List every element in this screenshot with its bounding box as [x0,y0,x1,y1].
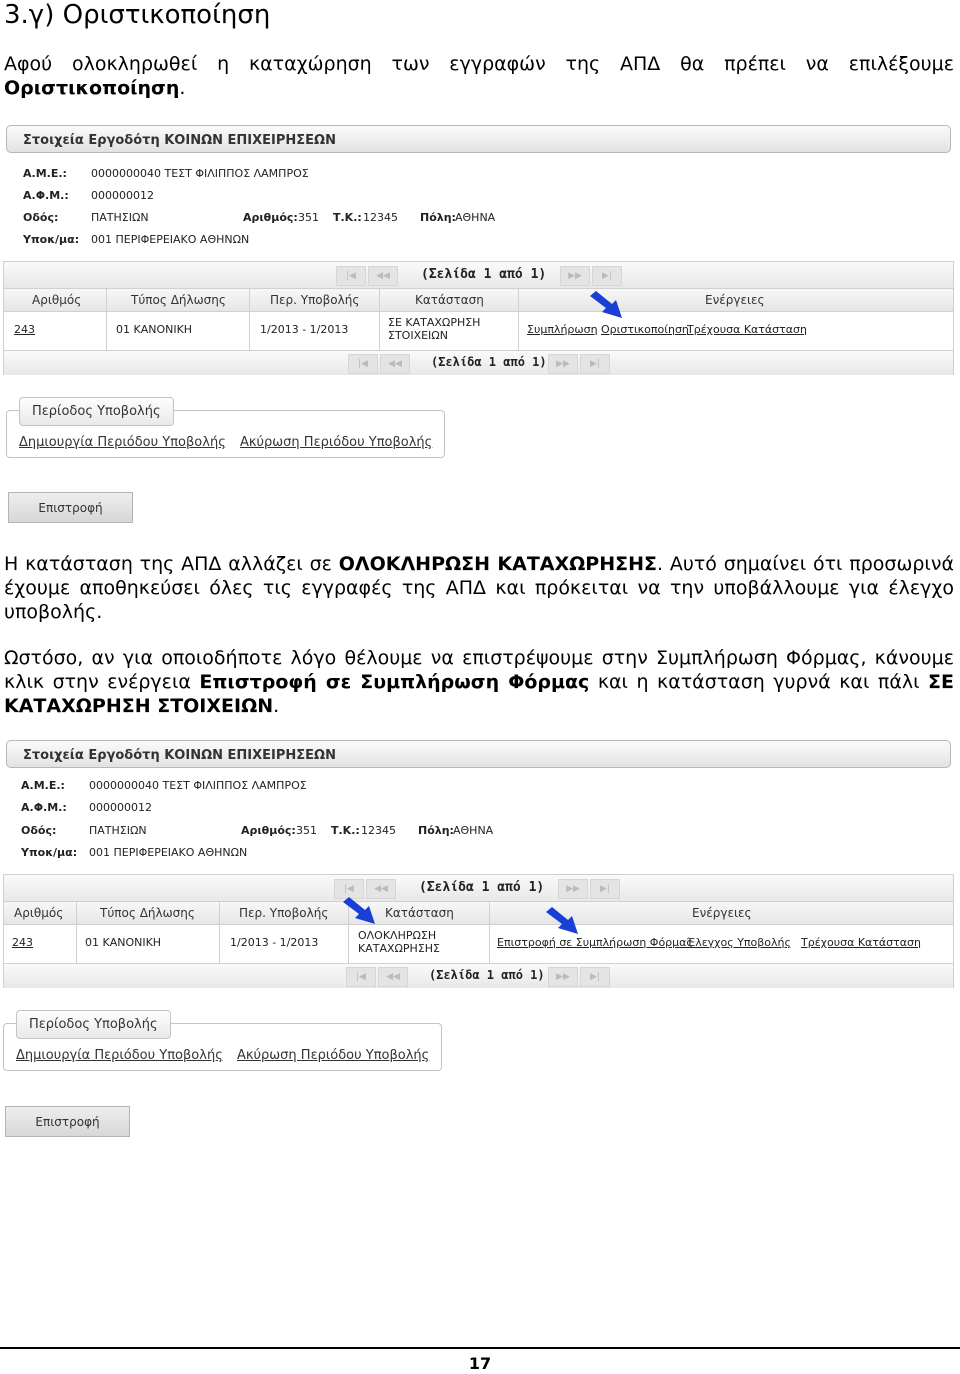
pager-top [4,262,953,289]
submission-check-link[interactable]: Έλεγχος Υποβολής [687,936,791,949]
arithmos-label: Αριθμός: [243,211,298,224]
create-period-link[interactable]: Δημιουργία Περιόδου Υποβολής [19,435,226,450]
status-bold: ΟΛΟΚΛΗΡΩΣΗ ΚΑΤΑΧΩΡΗΣΗΣ [338,553,657,575]
row-period: 1/2013 - 1/2013 [230,936,319,949]
status-text-2: . Αυτό σημαίνει ότι προσωρινά έχουμε αποθηκεύσει όλες τις εγγραφές της ΑΠΔ και πρόκειται να την υποβάλλουμε για έλεγχο υποβολής. [4,553,954,623]
back-button[interactable]: Επιστροφή [5,1106,130,1137]
declarations-grid [3,261,954,375]
tk-label: Τ.Κ.: [331,824,360,837]
intro-paragraph [4,52,954,100]
odos-value: ΠΑΤΗΣΙΩΝ [89,824,147,837]
afm-value: 000000012 [91,189,154,202]
poli-value: ΑΘΗΝΑ [453,824,494,837]
finalize-link[interactable]: Οριστικοποίηση [601,323,689,336]
ame-label: Α.Μ.Ε.: [21,779,65,792]
declarations-grid [3,874,954,988]
period-tab[interactable]: Περίοδος Υποβολής [16,1010,171,1039]
first-page-icon[interactable]: |◀ [346,967,376,987]
period-links [19,435,442,450]
afm-label: Α.Φ.Μ.: [21,801,67,814]
first-page-icon[interactable]: |◀ [336,266,366,286]
prev-page-icon[interactable]: ◀◀ [366,879,396,899]
intro-bold: Οριστικοποίηση [4,77,180,99]
ypok-value: 001 ΠΕΡΙΦΕΡΕΙΑΚΟ ΑΘΗΝΩΝ [89,846,248,859]
employer-title-text: Στοιχεία Εργοδότη ΚΟΙΝΩΝ ΕΠΙΧΕΙΡΗΣΕΩΝ [23,748,336,763]
prev-page-icon[interactable]: ◀◀ [378,967,408,987]
poli-label: Πόλη: [420,211,456,224]
arrow-icon [341,896,381,926]
table-row [4,312,953,351]
return-text-3: . [273,695,280,717]
return-paragraph [4,646,954,718]
odos-label: Οδός: [23,211,59,224]
period-panel [6,404,445,458]
employer-panel-title [6,125,951,153]
next-page-icon[interactable]: ▶▶ [548,967,578,987]
table-row [4,925,953,964]
afm-label: Α.Φ.Μ.: [23,189,69,202]
ypok-label: Υποκ/μα: [21,846,78,859]
col-period: Περ. Υποβολής [239,906,329,920]
pager-top [4,875,953,902]
period-tab[interactable]: Περίοδος Υποβολής [19,397,174,426]
tk-value: 12345 [363,211,398,224]
return-bold-2: ΣΕ ΚΑΤΑΧΩΡΗΣΗ ΣΤΟΙΧΕΙΩΝ [4,671,954,717]
tk-label: Τ.Κ.: [333,211,362,224]
odos-value: ΠΑΤΗΣΙΩΝ [91,211,149,224]
prev-page-icon[interactable]: ◀◀ [380,354,410,374]
poli-value: ΑΘΗΝΑ [455,211,496,224]
first-page-icon[interactable]: |◀ [348,354,378,374]
section-heading: 3.γ) Οριστικοποίηση [4,0,271,30]
ame-value: 0000000040 ΤΕΣΤ ΦΙΛΙΠΠΟΣ ΛΑΜΠΡΟΣ [91,167,309,180]
page-indicator: (Σελίδα 1 από 1) [419,880,545,895]
arrow-icon [588,290,628,320]
employer-title-text: Στοιχεία Εργοδότη ΚΟΙΝΩΝ ΕΠΙΧΕΙΡΗΣΕΩΝ [23,133,336,148]
prev-page-icon[interactable]: ◀◀ [368,266,398,286]
cancel-period-link[interactable]: Ακύρωση Περιόδου Υποβολής [239,435,433,450]
pager-bottom [4,964,953,988]
next-page-icon[interactable]: ▶▶ [560,266,590,286]
last-page-icon[interactable]: ▶| [580,354,610,374]
footer-divider [0,1347,960,1349]
create-period-link[interactable]: Δημιουργία Περιόδου Υποβολής [16,1048,223,1063]
return-text-1: Ωστόσο, αν για οποιοδήποτε λόγο θέλουμε να επιστρέψουμε στην Συμπλήρωση Φόρμας, κάνουμε κλικ στην ενέργεια [4,647,954,693]
col-period: Περ. Υποβολής [270,293,360,307]
arithmos-value: 351 [298,211,319,224]
page-number: 17 [468,1354,492,1373]
status-text-1: Η κατάσταση της ΑΠΔ αλλάζει σε [4,553,339,575]
last-page-icon[interactable]: ▶| [592,266,622,286]
odos-label: Οδός: [21,824,57,837]
ypok-label: Υποκ/μα: [23,233,80,246]
col-number: Αριθμός [32,293,82,307]
arrow-icon [544,906,584,936]
return-bold-1: Επιστροφή σε Συμπλήρωση Φόρμας [199,671,590,693]
next-page-icon[interactable]: ▶▶ [558,879,588,899]
col-actions: Ενέργειες [692,906,752,920]
last-page-icon[interactable]: ▶| [580,967,610,987]
arithmos-label: Αριθμός: [241,824,296,837]
intro-text: Αφού ολοκληρωθεί η καταχώρηση των εγγραφών της ΑΠΔ θα πρέπει να επιλέξουμε [4,53,954,75]
grid-header [4,289,953,312]
col-type: Τύπος Δήλωσης [131,293,226,307]
col-status: Κατάσταση [385,906,454,920]
grid-header [4,902,953,925]
intro-end: . [179,77,186,99]
employer-panel-title [6,740,951,768]
screenshot-2 [3,740,954,1080]
cancel-period-link[interactable]: Ακύρωση Περιόδου Υποβολής [236,1048,430,1063]
page-indicator: (Σελίδα 1 από 1) [431,355,547,369]
current-status-link[interactable]: Τρέχουσα Κατάσταση [687,323,807,336]
tk-value: 12345 [361,824,396,837]
pager-bottom [4,351,953,375]
row-status: ΣΕ ΚΑΤΑΧΩΡΗΣΗ ΣΤΟΙΧΕΙΩΝ [388,316,481,342]
col-actions: Ενέργειες [705,293,765,307]
current-status-link[interactable]: Τρέχουσα Κατάσταση [801,936,921,949]
poli-label: Πόλη: [418,824,454,837]
row-type: 01 ΚΑΝΟΝΙΚΗ [116,323,193,336]
page-indicator: (Σελίδα 1 από 1) [421,267,547,282]
row-status: ΟΛΟΚΛΗΡΩΣΗ ΚΑΤΑΧΩΡΗΣΗΣ [358,929,441,955]
col-status: Κατάσταση [415,293,484,307]
last-page-icon[interactable]: ▶| [590,879,620,899]
col-number: Αριθμός [14,906,64,920]
page-indicator: (Σελίδα 1 από 1) [429,968,545,982]
arithmos-value: 351 [296,824,317,837]
col-type: Τύπος Δήλωσης [100,906,195,920]
ame-value: 0000000040 ΤΕΣΤ ΦΙΛΙΠΠΟΣ ΛΑΜΠΡΟΣ [89,779,307,792]
ypok-value: 001 ΠΕΡΙΦΕΡΕΙΑΚΟ ΑΘΗΝΩΝ [91,233,250,246]
period-panel [3,1017,442,1071]
row-number-link[interactable]: 243 [12,936,33,949]
afm-value: 000000012 [89,801,152,814]
return-text-2: και η κατάσταση γυρνά και πάλι [589,671,929,693]
screenshot-1 [3,125,954,465]
row-type: 01 ΚΑΝΟΝΙΚΗ [85,936,162,949]
fill-form-link[interactable]: Συμπλήρωση [527,323,598,336]
status-paragraph [4,552,954,624]
period-links [16,1048,439,1063]
ame-label: Α.Μ.Ε.: [23,167,67,180]
first-page-icon[interactable]: |◀ [334,879,364,899]
row-number-link[interactable]: 243 [14,323,35,336]
return-to-form-link[interactable]: Επιστροφή σε Συμπλήρωση Φόρμας [497,936,693,949]
row-period: 1/2013 - 1/2013 [260,323,349,336]
back-button[interactable]: Επιστροφή [8,492,133,523]
next-page-icon[interactable]: ▶▶ [548,354,578,374]
